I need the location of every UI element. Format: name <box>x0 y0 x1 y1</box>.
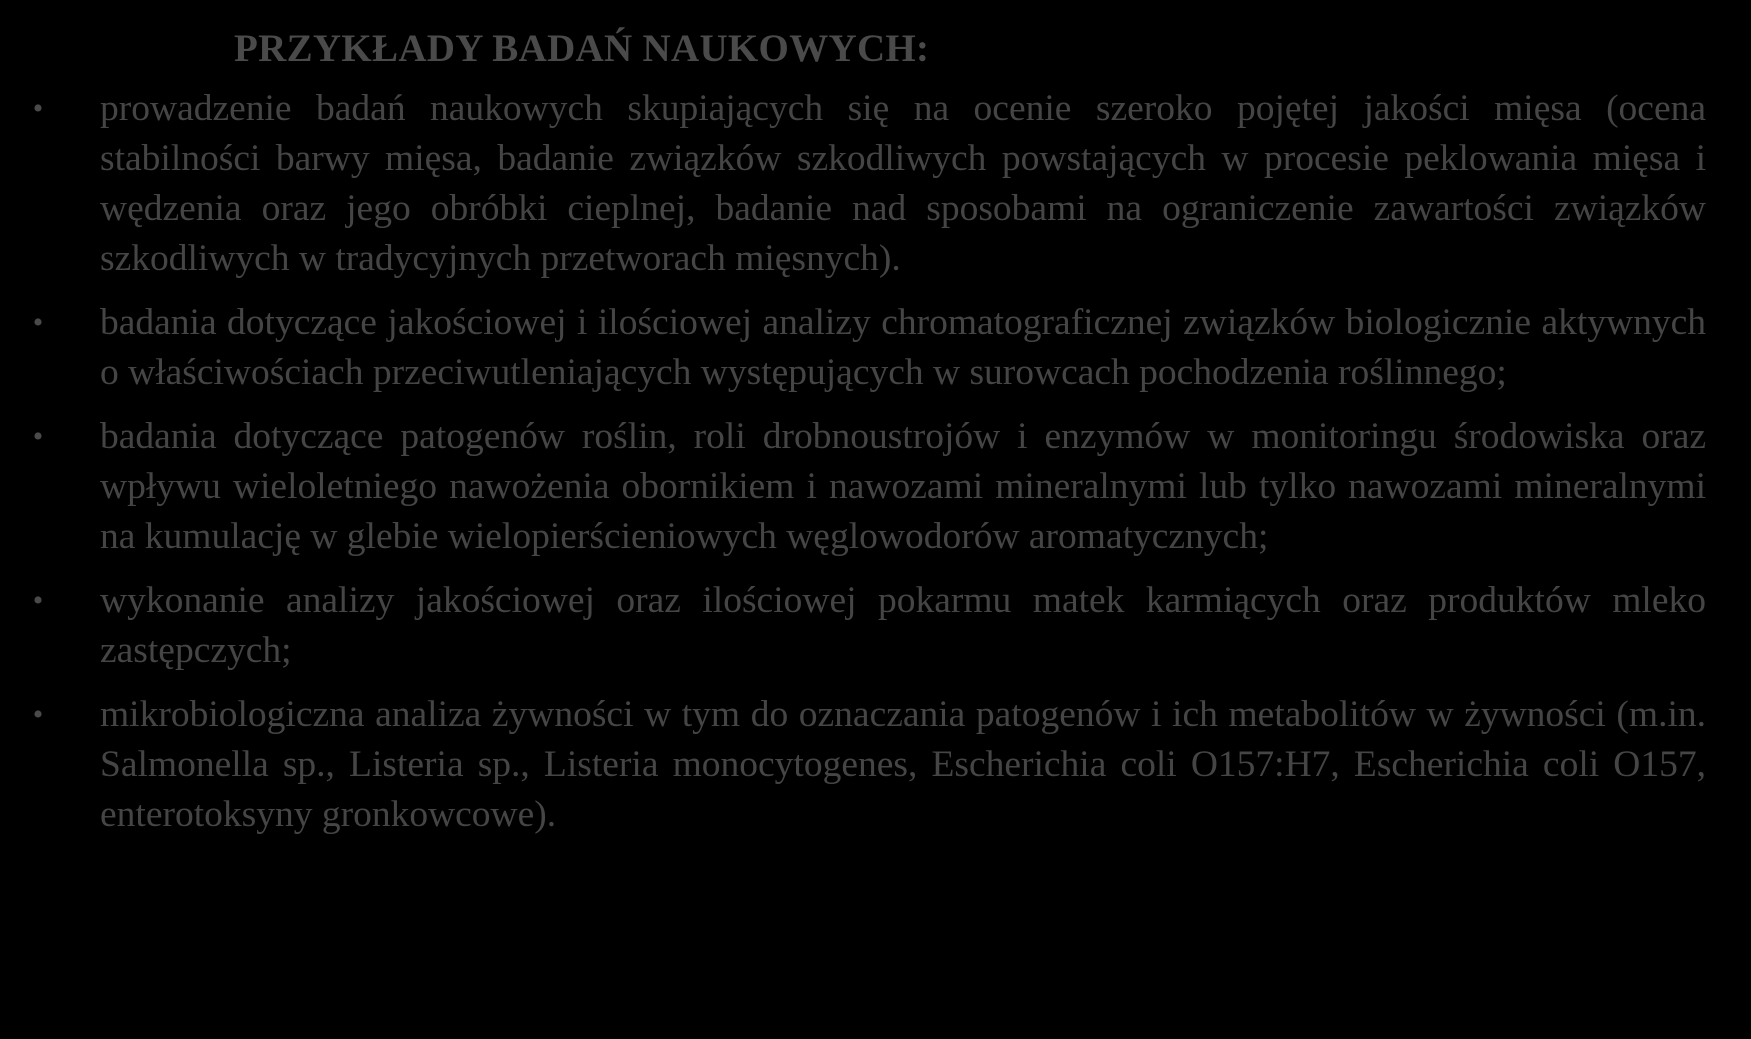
list-item <box>28 412 1706 562</box>
bullet-icon: • <box>32 420 44 453</box>
bullet-icon: • <box>32 584 44 617</box>
bullet-icon: • <box>32 698 44 731</box>
list-item-text: badania dotyczące jakościowej i ilościowej analizy chromatograficznej związków biologicznie aktywnych o właściwościach przeciwutleniających występujących w surowcach pochodzenia roślinnego; <box>100 302 1706 393</box>
list-item <box>28 298 1706 398</box>
list-item <box>28 690 1706 840</box>
list-item-text: badania dotyczące patogenów roślin, roli drobnoustrojów i enzymów w monitoringu środowiska oraz wpływu wieloletniego nawożenia obornikiem i nawozami mineralnymi lub tylko nawozami mineralnymi na kumulację w glebie wielopierścieniowych węglowodorów aromatycznych; <box>100 416 1706 557</box>
bullet-icon: • <box>32 92 44 125</box>
slide-title: PRZYKŁADY BADAŃ NAUKOWYCH: <box>234 27 930 70</box>
list-item <box>28 84 1706 284</box>
research-examples-list <box>28 84 1706 840</box>
list-item-text: mikrobiologiczna analiza żywności w tym do oznaczania patogenów i ich metabolitów w żywności (m.in. Salmonella sp., Listeria sp., Listeria monocytogenes, Escherichia coli O157:H7, Escherichia coli O157, enterotoksyny gronkowcowe). <box>100 694 1706 835</box>
list-item-text: prowadzenie badań naukowych skupiających się na ocenie szeroko pojętej jakości mięsa (ocena stabilności barwy mięsa, badanie związków szkodliwych powstających w procesie peklowania mięsa i wędzenia oraz jego obróbki cieplnej, badanie nad sposobami na ograniczenie zawartości związków szkodliwych w tradycyjnych przetworach mięsnych). <box>100 88 1706 279</box>
list-item-text: wykonanie analizy jakościowej oraz ilościowej pokarmu matek karmiących oraz produktów mleko zastępczych; <box>100 580 1706 671</box>
bullet-icon: • <box>32 306 44 339</box>
list-item <box>28 576 1706 676</box>
